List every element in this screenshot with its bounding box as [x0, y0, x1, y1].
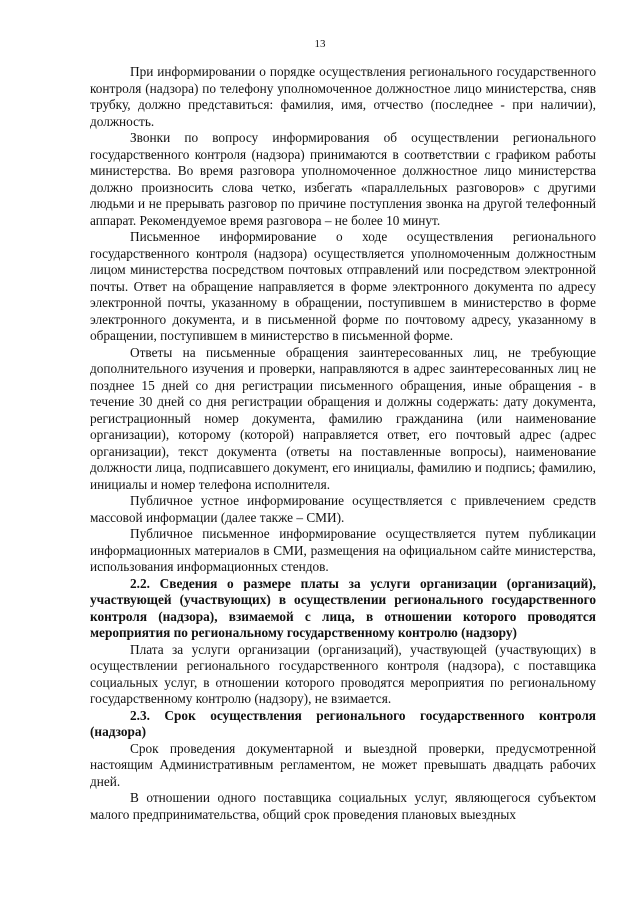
paragraph-calls: Звонки по вопросу информирования об осуществлении регионального государственного контроля (надзора) принимаются в соответствии с графиком работы министерства. Во время разговора уполномоченное должностное лицо министерства должно произносить слова четко, избегать «параллельных разговоров» с другими людьми и не прерывать разговор по причине поступления звонка на другой телефонный аппарат. Рекомендуемое время разговора – не более 10 минут. [90, 130, 596, 228]
paragraph-phone-info: При информировании о порядке осуществления регионального государственного контроля (надзора) по телефону уполномоченное должностное лицо министерства, сняв трубку, должно представиться: фамилия, имя, отчество (последнее - при наличии), должность. [90, 64, 596, 129]
paragraph-written-info: Письменное информирование о ходе осуществления регионального государственного контроля (надзора) осуществляется уполномоченным должностным лицом министерства посредством почтовых отправлений или посредством электронной почты. Ответ на обращение направляется в форме электронного документа по адресу электронной почты, указанному в обращении, поступившем в министерство в форме электронного документа, и в письменной форме по почтовому адресу, указанному в обращении, поступившем в министерство в письменной форме. [90, 229, 596, 343]
paragraph-fee: Плата за услуги организации (организаций), участвующей (участвующих) в осуществлении регионального государственного контроля (надзора), с поставщика социальных услуг, в отношении которого проводятся мероприятия по региональному государственному контролю (надзору), не взимается. [90, 641, 596, 706]
document-body [90, 64, 596, 823]
paragraph-small-business: В отношении одного поставщика социальных услуг, являющегося субъектом малого предпринимательства, общий срок проведения плановых выездных [90, 790, 596, 822]
paragraph-public-written: Публичное письменное информирование осуществляется путем публикации информационных материалов в СМИ, размещения на официальном сайте министерства, использования информационных стендов. [90, 526, 596, 574]
section-heading-2-3: 2.3. Срок осуществления регионального государственного контроля (надзора) [90, 707, 596, 739]
page-number: 13 [314, 38, 326, 50]
paragraph-written-replies: Ответы на письменные обращения заинтересованных лиц, не требующие дополнительного изучения и проверки, направляются в адрес заинтересованных лиц не позднее 15 дней со дня регистрации письменного обращения, иные обращения - в течение 30 дней со дня регистрации обращения и должны содержать: дату документа, регистрационный номер документа, фамилию гражданина (или наименование организации), которому (которой) направляется ответ, его почтовый адрес (адрес организации), текст документа (ответы на поставленные вопросы), наименование должности лица, подписавшего документ, его инициалы, фамилию и подпись; фамилию, инициалы и номер телефона исполнителя. [90, 344, 596, 492]
paragraph-public-oral: Публичное устное информирование осуществляется с привлечением средств массовой информации (далее также – СМИ). [90, 493, 596, 525]
paragraph-inspection-term: Срок проведения документарной и выездной проверки, предусмотренной настоящим Административным регламентом, не может превышать двадцать рабочих дней. [90, 740, 596, 789]
section-heading-2-2: 2.2. Сведения о размере платы за услуги организации (организаций), участвующей (участвующих) в осуществлении регионального государственного контроля (надзора), взимаемой с лица, в отношении которого проводятся мероприятия по региональному государственному контролю (надзору) [90, 575, 596, 640]
